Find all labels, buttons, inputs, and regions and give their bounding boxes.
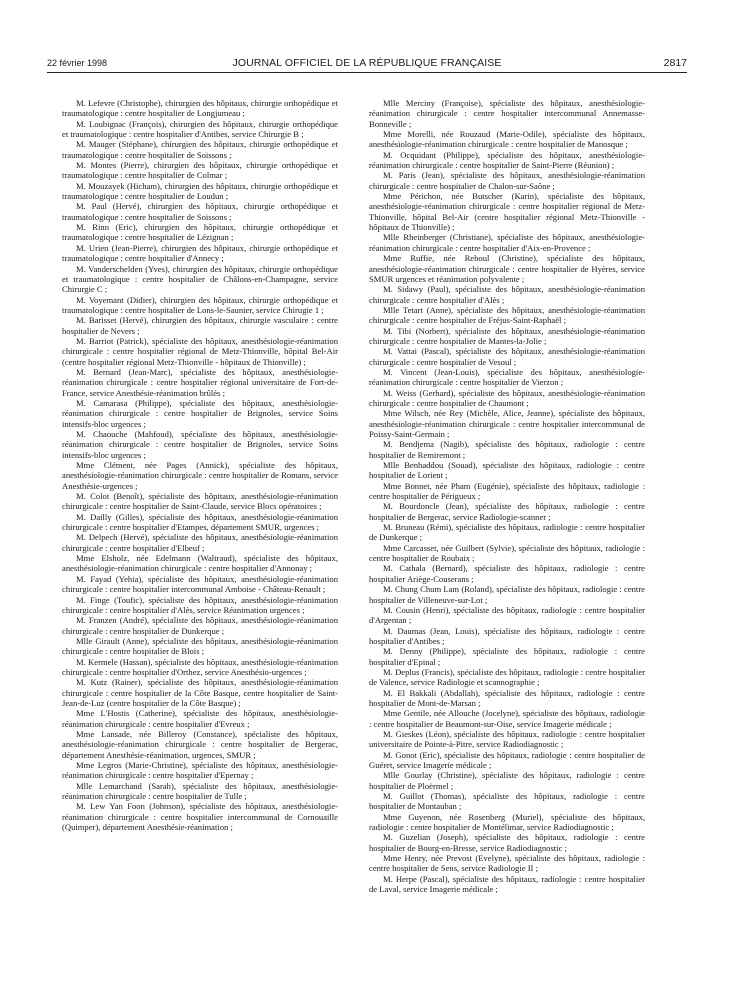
appointment-entry: M. Camarasa (Philippe), spécialiste des hôpitaux, anesthésiologie-réanimation chirurgicale : centre hospitalier de Brignoles, service Soins intensifs-bloc urgences ; — [62, 397, 338, 429]
appointment-entry: M. Ocquidant (Philippe), spécialiste des hôpitaux, anesthésiologie-réanimation chirurgicale : centre hospitalier de Saint-Pierre (Réunion) ; — [369, 149, 645, 171]
appointment-entry: M. Cathala (Bernard), spécialiste des hôpitaux, radiologie : centre hospitalier Ariège-Couserans ; — [369, 563, 645, 584]
appointment-entry: M. Guillot (Thomas), spécialiste des hôpitaux, radiologie : centre hospitalier de Montauban ; — [369, 791, 645, 812]
appointment-entry: Mme Lansade, née Billeroy (Constance), spécialiste des hôpitaux, anesthésiologie-réanimation chirurgicale : centre hospitalier de Bergerac, département Anesthésie-réanimation, urgences, SMUR ; — [62, 728, 338, 760]
appointment-entry: M. Tibi (Norbert), spécialiste des hôpitaux, anesthésiologie-réanimation chirurgicale : centre hospitalier de Mantes-la-Jolie ; — [369, 325, 645, 346]
appointment-entry: M. Chaouche (Mahfoud), spécialiste des hôpitaux, anesthésiologie-réanimation chirurgicale : centre hospitalier de Brignoles, service Soins intensifs-bloc urgences ; — [62, 429, 338, 460]
appointment-entry: Mme Gentile, née Allouche (Jocelyne), spécialiste des hôpitaux, radiologie : centre hospitalier de Beaumont-sur-Oise, service Imagerie médicale ; — [369, 708, 645, 729]
appointment-entry: M. Kutz (Rainer), spécialiste des hôpitaux, anesthésiologie-réanimation chirurgicale : centre hospitalier de la Côte Basque, centre hospitalier de Saint-Jean-de-Luz (centre hospitalier de la Côte Basque) ; — [62, 677, 338, 708]
appointment-entry: M. Loubignac (François), chirurgien des hôpitaux, chirurgie orthopédique et traumatologique : centre hospitalier d'Antibes, service Chirurgie B ; — [62, 118, 338, 140]
appointment-entry: Mme Carcasset, née Guilbert (Sylvie), spécialiste des hôpitaux, radiologie : centre hospitalier de Roubaix ; — [369, 542, 645, 564]
appointment-entry: M. Finge (Toufic), spécialiste des hôpitaux, anesthésiologie-réanimation chirurgicale : centre hospitalier d'Alès, service Réanimation urgences ; — [62, 594, 338, 615]
appointment-entry: Mme Morelli, née Rouzaud (Marie-Odile), spécialiste des hôpitaux, anesthésiologie-réanimation chirurgicale : centre hospitalier de Manosque ; — [369, 129, 645, 150]
header-date: 22 février 1998 — [47, 58, 108, 68]
appointment-entry: M. Paul (Hervé), chirurgien des hôpitaux, chirurgie orthopédique et traumatologique : centre hospitalier de Soissons ; — [62, 201, 338, 222]
appointment-entry: M. Vincent (Jean-Louis), spécialiste des hôpitaux, anesthésiologie-réanimation chirurgicale : centre hospitalier de Vierzon ; — [369, 366, 645, 388]
appointment-entry: M. Fayad (Yehia), spécialiste des hôpitaux, anesthésiologie-réanimation chirurgicale : centre hospitalier intercommunal Amboise - Château-Renault ; — [62, 573, 338, 595]
appointment-entry: M. Paris (Jean), spécialiste des hôpitaux, anesthésiologie-réanimation chirurgicale : centre hospitalier de Chalon-sur-Saône ; — [369, 170, 645, 191]
appointment-entry: M. Franzen (André), spécialiste des hôpitaux, anesthésiologie-réanimation chirurgicale : centre hospitalier de Dunkerque ; — [62, 615, 338, 636]
appointment-entry: M. Sidawy (Paul), spécialiste des hôpitaux, anesthésiologie-réanimation chirurgicale : centre hospitalier d'Alès ; — [369, 284, 645, 305]
appointment-entry: M. Kermele (Hassan), spécialiste des hôpitaux, anesthésiologie-réanimation chirurgicale : centre hospitalier d'Orthez, service Anesthésio-urgences ; — [62, 656, 338, 677]
appointment-entry: Mme Legros (Marie-Christine), spécialiste des hôpitaux, anesthésiologie-réanimation chirurgicale : centre hospitalier d'Epernay ; — [62, 760, 338, 781]
appointment-entry: M. Guzelian (Joseph), spécialiste des hôpitaux, radiologie : centre hospitalier de Bourg-en-Bresse, service Radiodiagnostic ; — [369, 832, 645, 853]
appointment-entry: Mlle Tetart (Anne), spécialiste des hôpitaux, anesthésiologie-réanimation chirurgicale : centre hospitalier de Fréjus-Saint-Raphaël ; — [369, 304, 645, 326]
appointment-entry: M. Bruneau (Rémi), spécialiste des hôpitaux, radiologie : centre hospitalier de Dunkerque ; — [369, 522, 645, 543]
right-column — [369, 98, 645, 894]
appointment-entry: M. Mouzayek (Hicham), chirurgien des hôpitaux, chirurgie orthopédique et traumatologique : centre hospitalier de Loudun ; — [62, 180, 338, 202]
appointment-entry: Mlle Rheinberger (Christiane), spécialiste des hôpitaux, anesthésiologie-réanimation chirurgicale : centre hospitalier d'Aix-en-Provence ; — [369, 232, 645, 253]
appointment-entry: M. El Bakkali (Abdallah), spécialiste des hôpitaux, radiologie : centre hospitalier de Mont-de-Marsan ; — [369, 687, 645, 708]
appointment-entry: M. Weiss (Gerhard), spécialiste des hôpitaux, anesthésiologie-réanimation chirurgicale : centre hospitalier de Chaumont ; — [369, 387, 645, 408]
appointment-entry: M. Gonot (Eric), spécialiste des hôpitaux, radiologie : centre hospitalier de Guéret, service Imagerie médicale ; — [369, 749, 645, 770]
appointment-entry: Mme Elsholz, née Edelmann (Waltraud), spécialiste des hôpitaux, anesthésiologie-réanimation chirurgicale : centre hospitalier d'Annonay ; — [62, 553, 338, 574]
appointment-entry: Mme L'Hostis (Catherine), spécialiste des hôpitaux, anesthésiologie-réanimation chirurgicale : centre hospitalier d'Evreux ; — [62, 708, 338, 729]
page-header — [47, 58, 687, 72]
appointment-entry: M. Delpech (Hervé), spécialiste des hôpitaux, anesthésiologie-réanimation chirurgicale : centre hospitalier d'Elbeuf ; — [62, 532, 338, 553]
appointment-entry: Mme Ruffie, née Rehoul (Christine), spécialiste des hôpitaux, anesthésiologie-réanimation chirurgicale : centre hospitalier de Hyères, service SMUR urgences et réanimation polyvalente ; — [369, 253, 645, 284]
appointment-entry: M. Lew Yan Foon (Johnson), spécialiste des hôpitaux, anesthésiologie-réanimation chirurgicale : centre hospitalier intercommunal de Cornouaille (Quimper), département Anesthésie-réanimation ; — [62, 801, 338, 833]
appointment-entry: Mme Henry, née Prevost (Evelyne), spécialiste des hôpitaux, radiologie : centre hospitalier de Sens, service Radiologie II ; — [369, 853, 645, 874]
left-column — [62, 98, 338, 832]
appointment-entry: M. Bendjema (Nagib), spécialiste des hôpitaux, radiologie : centre hospitalier de Remiremont ; — [369, 439, 645, 460]
appointment-entry: M. Colot (Benoît), spécialiste des hôpitaux, anesthésiologie-réanimation chirurgicale : centre hospitalier de Saint-Claude, service Blocs opératoires ; — [62, 491, 338, 512]
appointment-entry: M. Herpe (Pascal), spécialiste des hôpitaux, radiologie : centre hospitalier de Laval, service Imagerie médicale ; — [369, 873, 645, 895]
appointment-entry: Mlle Lemarchand (Sarah), spécialiste des hôpitaux, anesthésiologie-réanimation chirurgicale : centre hospitalier de Tulle ; — [62, 780, 338, 802]
page-number: 2817 — [663, 57, 687, 69]
appointment-entry: M. Mauger (Stéphane), chirurgien des hôpitaux, chirurgie orthopédique et traumatologique : centre hospitalier de Soissons ; — [62, 139, 338, 160]
appointment-entry: M. Urien (Jean-Pierre), chirurgien des hôpitaux, chirurgie orthopédique et traumatologique : centre hospitalier d'Annecy ; — [62, 242, 338, 264]
appointment-entry: Mlle Merciny (Françoise), spécialiste des hôpitaux, anesthésiologie-réanimation chirurgicale : centre hospitalier intercommunal Annemasse-Bonneville ; — [369, 98, 645, 129]
appointment-entry: Mme Wilsch, née Rey (Michèle, Alice, Jeanne), spécialiste des hôpitaux, anesthésiologie-réanimation chirurgicale : centre hospitalier intercommunal de Poissy-Saint-Germain ; — [369, 408, 645, 439]
appointment-entry: Mlle Benhaddou (Souad), spécialiste des hôpitaux, radiologie : centre hospitalier de Lorient ; — [369, 460, 645, 481]
appointment-entry: Mme Périchon, née Butscher (Karin), spécialiste des hôpitaux, anesthésiologie-réanimation chirurgicale : centre hospitalier régional de Metz-Thionville, hôpital Bel-Air (centre hospitalier régional Metz-Thionville - hôpitaux de Thionville) ; — [369, 191, 645, 233]
appointment-entry: Mme Clément, née Pages (Annick), spécialiste des hôpitaux, anesthésiologie-réanimation chirurgicale : centre hospitalier de Romans, service Anesthésie-urgences ; — [62, 460, 338, 491]
appointment-entry: M. Gieskes (Léon), spécialiste des hôpitaux, radiologie : centre hospitalier universitaire de Pointe-à-Pitre, service Radiodiagnostic ; — [369, 728, 645, 750]
appointment-entry: M. Vanderschelden (Yves), chirurgien des hôpitaux, chirurgie orthopédique et traumatologique : centre hospitalier de Châlons-en-Champagne, service Chirurgie C ; — [62, 263, 338, 295]
appointment-entry: Mlle Girault (Anne), spécialiste des hôpitaux, anesthésiologie-réanimation chirurgicale : centre hospitalier de Blois ; — [62, 635, 338, 657]
appointment-entry: M. Bernard (Jean-Marc), spécialiste des hôpitaux, anesthésiologie-réanimation chirurgicale : centre hospitalier régional universitaire de Fort-de-France, service Anesthésie-réanimation brûlés ; — [62, 366, 338, 398]
appointment-entry: M. Bourdoncle (Jean), spécialiste des hôpitaux, radiologie : centre hospitalier de Bergerac, service Radiologie-scanner ; — [369, 501, 645, 522]
appointment-entry: Mme Guyenon, née Rosenberg (Muriel), spécialiste des hôpitaux, radiologie : centre hospitalier de Montélimar, service Radiodiagnostic ; — [369, 811, 645, 833]
appointment-entry: M. Chung Chum Lam (Roland), spécialiste des hôpitaux, radiologie : centre hospitalier de Villeneuve-sur-Lot ; — [369, 584, 645, 605]
journal-title: JOURNAL OFFICIEL DE LA RÉPUBLIQUE FRANÇAISE — [232, 57, 502, 69]
appointment-entry: Mme Bonnet, née Pham (Eugénie), spécialiste des hôpitaux, radiologie : centre hospitalier de Périgueux ; — [369, 480, 645, 502]
appointment-entry: M. Vattai (Pascal), spécialiste des hôpitaux, anesthésiologie-réanimation chirurgicale : centre hospitalier de Vesoul ; — [369, 346, 645, 367]
appointment-entry: M. Barriot (Patrick), spécialiste des hôpitaux, anesthésiologie-réanimation chirurgicale : centre hospitalier régional de Metz-Thionville, hôpital Bel-Air (centre hospitalier régional Metz-Thionville - hôpitaux de Thionville) ; — [62, 335, 338, 367]
appointment-entry: M. Dailly (Gilles), spécialiste des hôpitaux, anesthésiologie-réanimation chirurgicale : centre hospitalier d'Etampes, département SMUR, urgences ; — [62, 511, 338, 533]
header-rule — [47, 72, 687, 73]
appointment-entry: M. Barisset (Hervé), chirurgien des hôpitaux, chirurgie vasculaire : centre hospitalier de Nevers ; — [62, 315, 338, 336]
appointment-entry: M. Daumas (Jean, Louis), spécialiste des hôpitaux, radiologie : centre hospitalier d'Antibes ; — [369, 625, 645, 646]
appointment-entry: M. Cousin (Henri), spécialiste des hôpitaux, radiologie : centre hospitalier d'Argentan ; — [369, 604, 645, 626]
appointment-entry: M. Voyemant (Didier), chirurgien des hôpitaux, chirurgie orthopédique et traumatologique : centre hospitalier de Lons-le-Saunier, service Chirugie 1 ; — [62, 294, 338, 315]
appointment-entry: M. Lefevre (Christophe), chirurgien des hôpitaux, chirurgie orthopédique et traumatologique : centre hospitalier de Longjumeau ; — [62, 98, 338, 119]
appointment-entry: M. Deplus (Francis), spécialiste des hôpitaux, radiologie : centre hospitalier de Valence, service Radiologie et scannographie ; — [369, 666, 645, 688]
appointment-entry: Mlle Gourlay (Christine), spécialiste des hôpitaux, radiologie : centre hospitalier de Ploërmel ; — [369, 770, 645, 791]
appointment-entry: M. Montes (Pierre), chirurgien des hôpitaux, chirurgie orthopédique et traumatologique : centre hospitalier de Colmar ; — [62, 160, 338, 181]
appointment-entry: M. Denny (Philippe), spécialiste des hôpitaux, radiologie : centre hospitalier d'Epinal ; — [369, 646, 645, 667]
appointment-entry: M. Rinn (Eric), chirurgien des hôpitaux, chirurgie orthopédique et traumatologique : centre hospitalier de Lézignan ; — [62, 222, 338, 243]
